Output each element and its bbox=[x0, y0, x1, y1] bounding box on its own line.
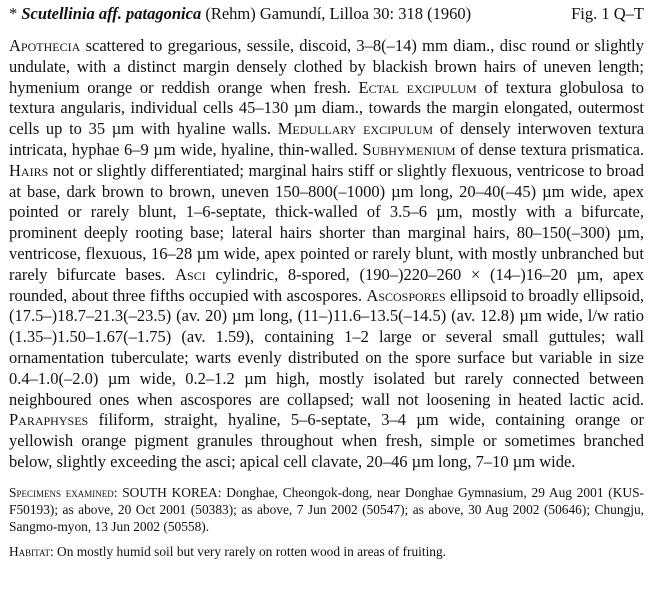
term-label: Paraphyses bbox=[9, 410, 89, 430]
figure-reference: Fig. 1 Q–T bbox=[571, 4, 644, 23]
specimens-examined bbox=[9, 484, 644, 536]
term-text: of densely interwoven textura intricata, hyphae 6–9 µm wide, hyaline, thin-walled. bbox=[9, 119, 645, 159]
section-paraphyses bbox=[9, 410, 644, 471]
specimens-text: SOUTH KOREA: Donghae, Cheongok-dong, near Donghae Gymnasium, 29 Aug 2001 (KUS-F50193); as above, 20 Oct 2001 (50383); as above, 7 Jun 2002 (50547); as above, 30 Aug 2002 (50646); Chungju, Sangmo-myon, 13 Jun 2002 (50558). bbox=[9, 484, 644, 535]
specimens-label: Specimens examined: bbox=[9, 484, 118, 500]
term-text: not or slightly differentiated; marginal hairs stiff or slightly flexuous, ventricose to broad at base, dark brown to brown, uneven 150–800(–1000) µm long, 20–40(–45) µm wide, apex pointed or rarely blunt, 1–6-septate, thick-walled of 3.5–6 µm, mostly with a bifurcate, prominent deeply rooting base; lateral hairs shorter than marginal hairs, 80–150(–300) µm, ventricose, flexuous, 16–28 µm wide, apex pointed or rarely blunt, with mostly unbranched but rarely bifurcate bases. bbox=[9, 160, 645, 284]
term-label: Asci bbox=[175, 264, 206, 284]
section-subhymenium bbox=[362, 140, 644, 159]
term-text: filiform, straight, hyaline, 5–6-septate, 3–4 µm wide, containing orange or yellowish orange pigment granules throughout when fresh, simple or sometimes branched below, slightly exceeding the asci; apical cell clavate, 20–46 µm long, 7–10 µm wide. bbox=[9, 410, 644, 471]
species-header bbox=[9, 4, 644, 24]
term-text: ellipsoid to broadly ellipsoid, (17.5–)18.7–21.3(–23.5) (av. 20) µm long, (11–)11.6–13.5(–14.5) (av. 12.8) µm wide, l/w ratio (1.35–)1.50–1.67(–1.75) (av. 1.59), containing 1–2 large or several small guttules; wall ornamentation tuberculate; warts evenly distributed on the spore surface but variable in size 0.4–1.0(–2.0) µm wide, 0.2–1.2 µm high, mostly isolated but rarely connected between neighboured ones when ascospores are collapsed; wall not loosening in heated lactic acid. bbox=[9, 285, 645, 409]
term-label: Ascospores bbox=[366, 285, 446, 305]
term-text: of dense textura prismatica. bbox=[460, 139, 645, 159]
term-text: cylindric, 8-spored, (190–)220–260 × (14–)16–20 µm, apex rounded, about three fifths occupied with ascospores. bbox=[9, 264, 645, 305]
habitat-label: Habitat: bbox=[9, 543, 54, 559]
habitat bbox=[9, 543, 644, 560]
habitat-text: On mostly humid soil but very rarely on rotten wood in areas of fruiting. bbox=[57, 543, 447, 559]
term-label: Hairs bbox=[9, 160, 49, 180]
term-text: of textura globulosa to textura angularis, individual cells 45–130 µm diam., towards the margin elongated, outermost cells up to 35 µm with hyaline walls. bbox=[9, 77, 645, 139]
description-paragraph bbox=[9, 36, 644, 473]
term-label: Medullary excipulum bbox=[277, 119, 434, 139]
species-heading bbox=[9, 4, 471, 24]
bullet-marker: * bbox=[9, 4, 18, 23]
term-label: Subhymenium bbox=[362, 139, 456, 159]
term-label: Apothecia bbox=[9, 36, 81, 55]
species-name: Scutellinia aff. patagonica bbox=[21, 4, 202, 23]
term-label: Ectal excipulum bbox=[358, 77, 477, 97]
species-citation: (Rehm) Gamundí, Lilloa 30: 318 (1960) bbox=[205, 4, 472, 23]
term-text: scattered to gregarious, sessile, discoid, 3–8(–14) mm diam., disc round or slightly undulate, with a distinct margin densely clothed by blackish brown hairs of uneven length; hymenium orange or reddish orange when fresh. bbox=[9, 36, 645, 97]
